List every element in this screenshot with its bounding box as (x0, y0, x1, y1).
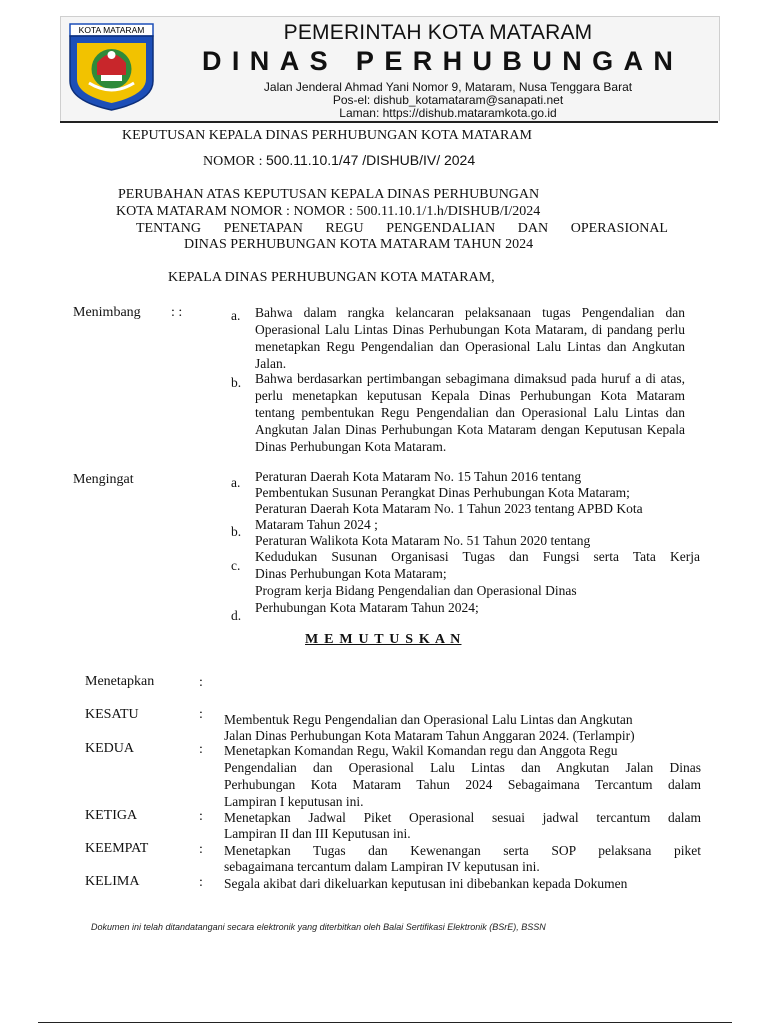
agency-website: Laman: https://dishub.mataramkota.go.id (339, 106, 557, 120)
mengingat-line: Dinas Perhubungan Kota Mataram; (255, 566, 447, 581)
decision-label-kelima: KELIMA (85, 874, 140, 889)
decision-colon: : (199, 809, 203, 824)
subject-line-1: PERUBAHAN ATAS KEPUTUSAN KEPALA DINAS PERHUBUNGAN (118, 187, 540, 202)
decision-line: Lampiran I keputusan ini. (224, 794, 364, 809)
gov-name: PEMERINTAH KOTA MATARAM (283, 21, 593, 44)
mengingat-marker-c: c. (231, 558, 241, 573)
mengingat-line: Program kerja Bidang Pengendalian dan Operasional Dinas (255, 583, 577, 598)
menimbang-colon: : : (171, 305, 183, 320)
e-signature-note: Dokumen ini telah ditandatangani secara elektronik yang diterbitkan oleh Balai Sertifikasi Elektronik (BSrE), BSSN (91, 922, 546, 932)
subject-line-4: DINAS PERHUBUNGAN KOTA MATARAM TAHUN 2024 (184, 237, 534, 252)
city-logo (69, 23, 154, 111)
decision-colon: : (199, 842, 203, 857)
decision-label-kesatu: KESATU (85, 707, 139, 722)
mengingat-marker-a: a. (231, 475, 241, 490)
agency-email: Pos-el: dishub_kotamataram@sanapati.net (332, 93, 564, 107)
subject-line-2: KOTA MATARAM NOMOR : NOMOR : 500.11.10.1/1.h/DISHUB/I/2024 (116, 204, 541, 219)
menimbang-marker-a: a. (231, 308, 241, 323)
mengingat-line: Peraturan Daerah Kota Mataram No. 15 Tahun 2016 tentang (255, 469, 582, 484)
mengingat-line: Mataram Tahun 2024 ; (255, 517, 378, 532)
menimbang-item-a: Bahwa dalam rangka kelancaran pelaksanaan tugas Pengendalian dan Operasional Lalu Lintas Dinas Perhubungan Kota Mataram, di pandang perlu menetapkan Regu Pengendalian dan Operasional Lalu Lintas dan Angkutan Jalan. (255, 305, 685, 371)
decision-colon: : (199, 875, 203, 890)
mengingat-line: Perhubungan Kota Mataram Tahun 2024; (255, 600, 479, 615)
mengingat-line: Kedudukan Susunan Organisasi Tugas dan Fungsi serta Tata Kerja (255, 549, 700, 564)
menimbang-marker-b: b. (231, 375, 242, 390)
city-emblem-icon (69, 23, 154, 111)
memutuskan-heading: M E M U T U S K A N (305, 632, 462, 647)
decision-line: Pengendalian dan Operasional Lalu Lintas dan Angkutan Jalan Dinas (224, 760, 701, 775)
decision-line: Lampiran II dan III Keputusan ini. (224, 826, 411, 841)
decision-line: Menetapkan Komandan Regu, Wakil Komandan regu dan Anggota Regu (224, 743, 618, 758)
menetapkan-colon: : (199, 675, 203, 690)
decision-line: Jalan Dinas Perhubungan Kota Mataram Tahun Anggaran 2024. (Terlampir) (224, 728, 635, 743)
decision-line: sebagaimana tercantum dalam Lampiran IV keputusan ini. (224, 859, 540, 874)
decree-number (203, 152, 623, 170)
decision-colon: : (199, 742, 203, 757)
decree-number-prefix: NOMOR : (203, 154, 267, 169)
decision-line: Membentuk Regu Pengendalian dan Operasional Lalu Lintas dan Angkutan (224, 712, 633, 727)
decision-label-keempat: KEEMPAT (85, 841, 149, 856)
issuing-official: KEPALA DINAS PERHUBUNGAN KOTA MATARAM, (168, 270, 495, 285)
menimbang-item-b: Bahwa berdasarkan pertimbangan sebagimana dimaksud pada huruf a di atas, perlu menetapkan keputusan Kepala Dinas Perhubungan Kota Mataram tentang pembentukan Regu Pengendalian dan Operasional Lalu Lintas dan Angkutan Jalan Dinas Perhubungan Kota Mataram dengan Keputusan Kepala Dinas Perhubungan Kota Mataram. (255, 371, 685, 454)
mengingat-marker-b: b. (231, 524, 242, 539)
decree-title: KEPUTUSAN KEPALA DINAS PERHUBUNGAN KOTA MATARAM (122, 128, 532, 143)
agency-address: Jalan Jenderal Ahmad Yani Nomor 9, Mataram, Nusa Tenggara Barat (263, 80, 633, 94)
mengingat-label: Mengingat (73, 472, 134, 487)
decree-number-value: 500.11.10.1/47 /DISHUB/IV/ 2024 (266, 152, 476, 168)
subject-line-3: TENTANG PENETAPAN REGU PENGENDALIAN DAN OPERASIONAL (136, 221, 668, 236)
decision-line: Menetapkan Jadwal Piket Operasional sesuai jadwal tercantum dalam (224, 810, 701, 825)
decision-line: Menetapkan Tugas dan Kewenangan serta SOP pelaksana piket (224, 843, 701, 858)
menimbang-label: Menimbang (73, 305, 141, 320)
mengingat-line: Pembentukan Susunan Perangkat Dinas Perhubungan Kota Mataram; (255, 485, 630, 500)
mengingat-line: Peraturan Walikota Kota Mataram No. 51 Tahun 2020 tentang (255, 533, 591, 548)
mengingat-line: Peraturan Daerah Kota Mataram No. 1 Tahun 2023 tentang APBD Kota (255, 501, 643, 516)
mengingat-marker-d: d. (231, 608, 242, 623)
letterhead-rule (60, 121, 718, 123)
decision-label-kedua: KEDUA (85, 741, 134, 756)
decision-label-ketiga: KETIGA (85, 808, 138, 823)
decision-line: Segala akibat dari dikeluarkan keputusan ini dibebankan kepada Dokumen (224, 876, 628, 891)
decision-line: Perhubungan Kota Mataram Tahun 2024 Sebagaimana Tercantum dalam (224, 777, 701, 792)
page-bottom-rule (38, 1022, 732, 1023)
agency-name: DINAS PERHUBUNGAN (202, 46, 684, 76)
menetapkan-label: Menetapkan (85, 674, 155, 689)
logo-label: KOTA MATARAM (78, 25, 145, 35)
decision-colon: : (199, 707, 203, 722)
